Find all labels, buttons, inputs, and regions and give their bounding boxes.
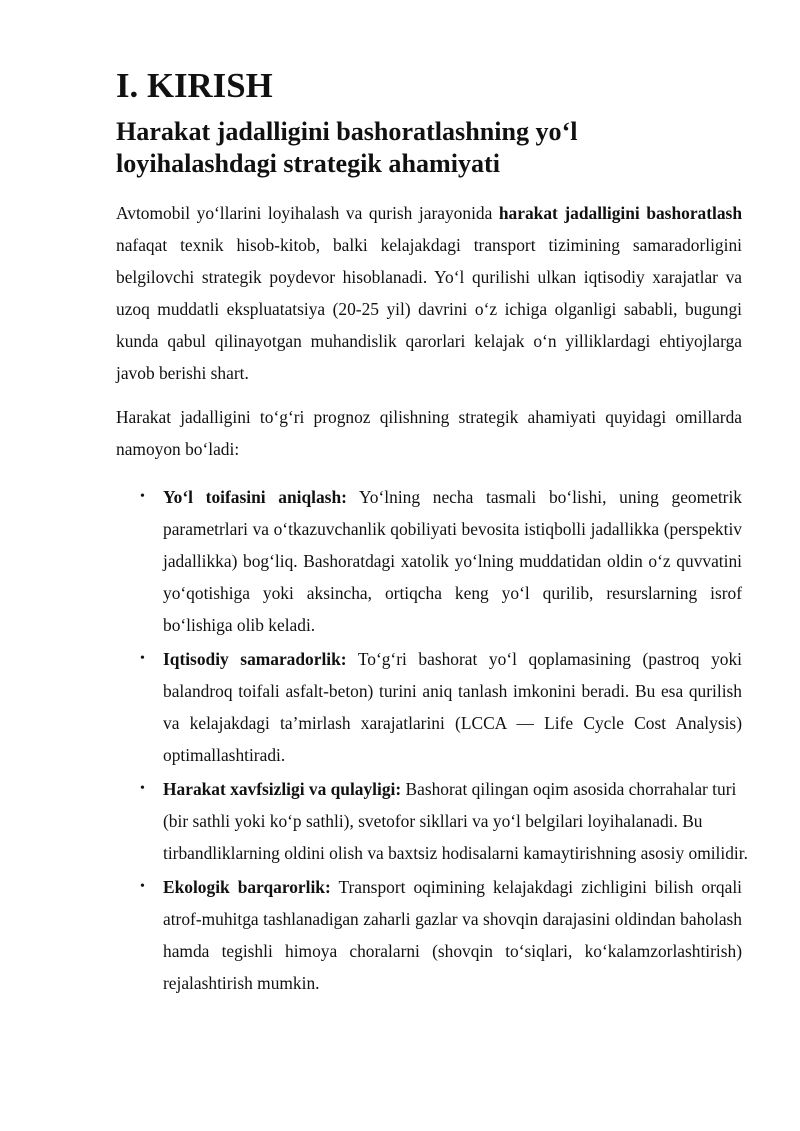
list-item-text: Bashorat qilingan oqim asosida chorrahalar turi (bir sathli yoki ko‘p sathli), svetofor sikllari va yo‘l belgilari loyihalanadi. Bu tirbandliklarning oldini olish va baxtsiz hodisalarni kamaytirishning asosiy omilidir.	[163, 779, 748, 863]
document-content	[116, 66, 748, 1001]
list-item	[116, 871, 742, 999]
subtitle: Harakat jadalligini bashoratlashning yo‘l loyihalashdagi strategik ahamiyati	[116, 117, 578, 178]
bullet-icon: •	[140, 489, 145, 504]
list-item-text: Transport oqimining kelajakdagi zichligini bilish orqali atrof-muhitga tashlanadigan zaharli gazlar va shovqin darajasini oldindan baholash hamda tegishli himoya choralarni (shovqin to‘siqlari, ko‘kalamzorlashtirish) rejalashtirish mumkin.	[163, 877, 742, 993]
bullet-icon: •	[140, 879, 145, 894]
bullet-icon: •	[140, 781, 145, 796]
paragraph-intro	[116, 197, 742, 389]
list-item-title: Ekologik barqarorlik:	[163, 877, 331, 897]
list-item-text: To‘g‘ri bashorat yo‘l qoplamasining (pastroq yoki balandroq toifali asfalt-beton) turini aniq tanlash imkonini beradi. Bu esa qurilish va kelajakdagi ta’mirlash xarajatlarini (LCCA — Life Cycle Cost Analysis) optimallashtiradi.	[163, 649, 742, 765]
section-title: I. KIRISH	[116, 66, 273, 105]
bullet-list	[116, 481, 748, 999]
list-item-title: Harakat xavfsizligi va qulayligi:	[163, 779, 402, 799]
paragraph-factors: Harakat jadalligini to‘g‘ri prognoz qilishning strategik ahamiyati quyidagi omillarda namoyon bo‘ladi:	[116, 407, 742, 459]
list-item	[116, 643, 742, 771]
paragraph-intro-after: nafaqat texnik hisob-kitob, balki kelajakdagi transport tizimining samaradorligini belgilovchi strategik poydevor hisoblanadi. Yo‘l qurilishi ulkan iqtisodiy xarajatlar va uzoq muddatli ekspluatatsiya (20-25 yil) davrini o‘z ichiga olganligi sababli, bugungi kunda qabul qilinayotgan muhandislik qarorlari kelajak o‘n yilliklardagi ehtiyojlarga javob berishi shart.	[116, 235, 742, 383]
paragraph-intro-bold: harakat jadalligini bashoratlash	[498, 203, 742, 223]
list-item-text: Yo‘lning necha tasmali bo‘lishi, uning geometrik parametrlari va o‘tkazuvchanlik qobiliyati bevosita istiqbolli jadallikka (perspektiv jadallikka) bog‘liq. Bashoratdagi xatolik yo‘lning muddatidan oldin o‘z quvvatini yo‘qotishiga yoki aksincha, ortiqcha keng yo‘l qurilib, resurslarning isrof bo‘lishiga olib keladi.	[163, 487, 742, 635]
list-item-title: Yo‘l toifasini aniqlash:	[163, 487, 347, 507]
bullet-icon: •	[140, 651, 145, 666]
list-item	[116, 773, 756, 869]
list-item-title: Iqtisodiy samaradorlik:	[163, 649, 347, 669]
paragraph-intro-before: Avtomobil yo‘llarini loyihalash va qurish jarayonida	[116, 203, 499, 223]
list-item	[116, 481, 742, 641]
